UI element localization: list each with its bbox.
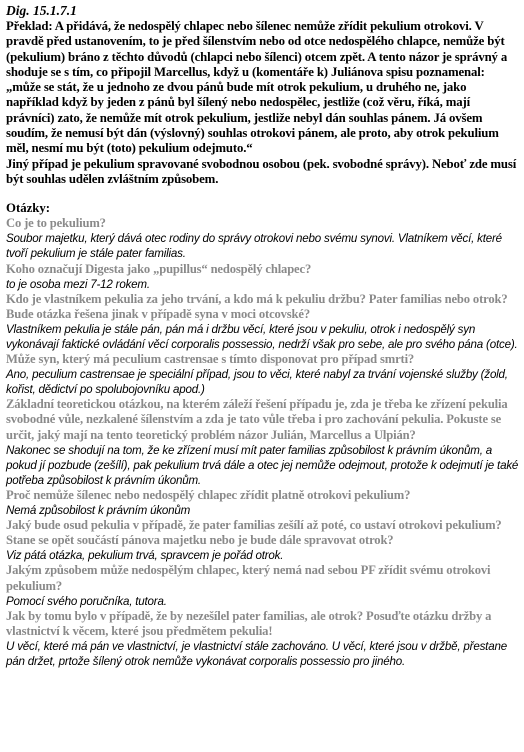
qa-list — [6, 216, 520, 669]
answer-text: Nemá způsobilost k právním úkonům — [6, 504, 191, 518]
question-text: Jak by tomu bylo v případě, že by nezešílel pater familias, ale otrok? Posuďte otázku držby a vlastnictví k věcem, které jsou předmětem pekulia! — [6, 608, 492, 638]
question-text: Jakým způsobem může nedospělým chlapec, který nemá nad sebou PF zřídit svému otrokovi pekulium? — [6, 563, 491, 593]
answer-text: to je osoba mezi 7-12 rokem. — [6, 277, 150, 291]
question-text: Koho označují Digesta jako „pupillus“ nedospělý chlapec? — [6, 261, 312, 276]
document-page — [6, 3, 520, 669]
answer-text: Soubor majetku, který dává otec rodiny do správy otrokovi nebo svému synovi. Vlatníkem věcí, které tvoří pekulium je stále pater familias. — [6, 232, 502, 261]
answer-text: Ano, peculium castrensae je speciální případ, jsou to věci, které nabyl za trvání vojenské služby (žold, kořist, dědictví po spolubojovníku apod.) — [6, 368, 508, 397]
answer-text: U věcí, které má pán ve vlastnictví, je vlastnictví stále zachováno. U věcí, které jsou v držbě, přestane pán držet, prtože šílený otrok nemůže vykonávat corporalis possessio pro jiného. — [6, 639, 507, 668]
question-text: Základní teoretickou otázkou, na kterém záleží řešení případu je, zda je třeba ke zřízení pekulia svobodné vůle, nezkalené šílenstvím a zda je tato vůle třeba i pro zachování pekulia. Pokuste se určit, jaký mají na tento teoretický problém názor Julián, Marcellus a Ulpián? — [6, 397, 508, 442]
question-text: Kdo je vlastníkem pekulia za jeho trvání, a kdo má k pekuliu držbu? Pater familias nebo otrok? Bude otázka řešena jinak v případě syna v moci otcovské? — [6, 291, 508, 321]
note-paragraph: Jiný případ je pekulium spravované svobodnou osobou (pek. svobodné správy). Neboť zde musí být souhlas udělen zvláštním způsobem. — [6, 156, 517, 186]
answer-text: Nakonec se shodují na tom, že ke zřízení musí mít pater familias způsobilost k právním úkonům, a pokud jí pozbude (zešílí), pak pekulium trvá dále a otec jej nemůže odejmout, protože k odejmutí je také potřeba způsobilost k právním úkonům. — [6, 443, 519, 487]
question-text: Může syn, který má peculium castrensae s tímto disponovat pro případ smrti? — [6, 352, 415, 367]
answer-text: Pomocí svého poručníka, tutora. — [6, 594, 167, 608]
questions-header: Otázky: — [6, 201, 51, 216]
question-text: Co je to pekulium? — [6, 216, 106, 231]
spacer — [6, 187, 520, 201]
document-title: Dig. 15.1.7.1 — [6, 3, 77, 18]
question-text: Proč nemůže šílenec nebo nedospělý chlapec zřídit platně otrokovi pekulium? — [6, 487, 411, 502]
answer-text: Vlastníkem pekulia je stále pán, pán má i držbu věcí, které jsou v pekuliu, otrok i nedospělý syn vykonávají faktické ovládání věcí corporalis possessio, nedrží však pro sebe, ale pro svého pána (otce). — [6, 322, 518, 352]
answer-text: Viz pátá otázka, pekulium trvá, spravcem je pořád otrok. — [6, 549, 284, 563]
translation-paragraph: Překlad: A přidává, že nedospělý chlapec nebo šílenec nemůže zřídit pekulium otrokovi. V pravdě před ustanovením, to je před šílenstvím nebo od otce nedospělého chlapce, nemůže být (pekulium) bráno z těchto důvodů (chlapci nebo šílenci) otcem zpět. A tento názor je správný a shoduje se s tím, co připojil Marcellus, když u (komentáře k) Juliánova spisu poznamenal: „může se stát, že u jednoho ze dvou pánů bude mít otrok pekulium, u druhého ne, jako například když by jeden z pánů byl šílený nebo nedospělec, jestliže (což věru, říká, mají právníci) zato, že nemůže mít otrok pekulium, jestliže nebyl dán souhlas pánem. Já ovšem soudím, že nemusí být dán (výslovný) souhlas otrokovi pánem, ale proto, aby otrok pekulium měl, nesmí mu být (toto) pekulium odejmuto.“ — [6, 19, 508, 156]
question-text: Jaký bude osud pekulia v případě, že pater familias zešílí až poté, co ustaví otrokovi pekulium? Stane se opět součástí pánova majetku nebo je bude dále spravovat otrok? — [6, 518, 502, 548]
